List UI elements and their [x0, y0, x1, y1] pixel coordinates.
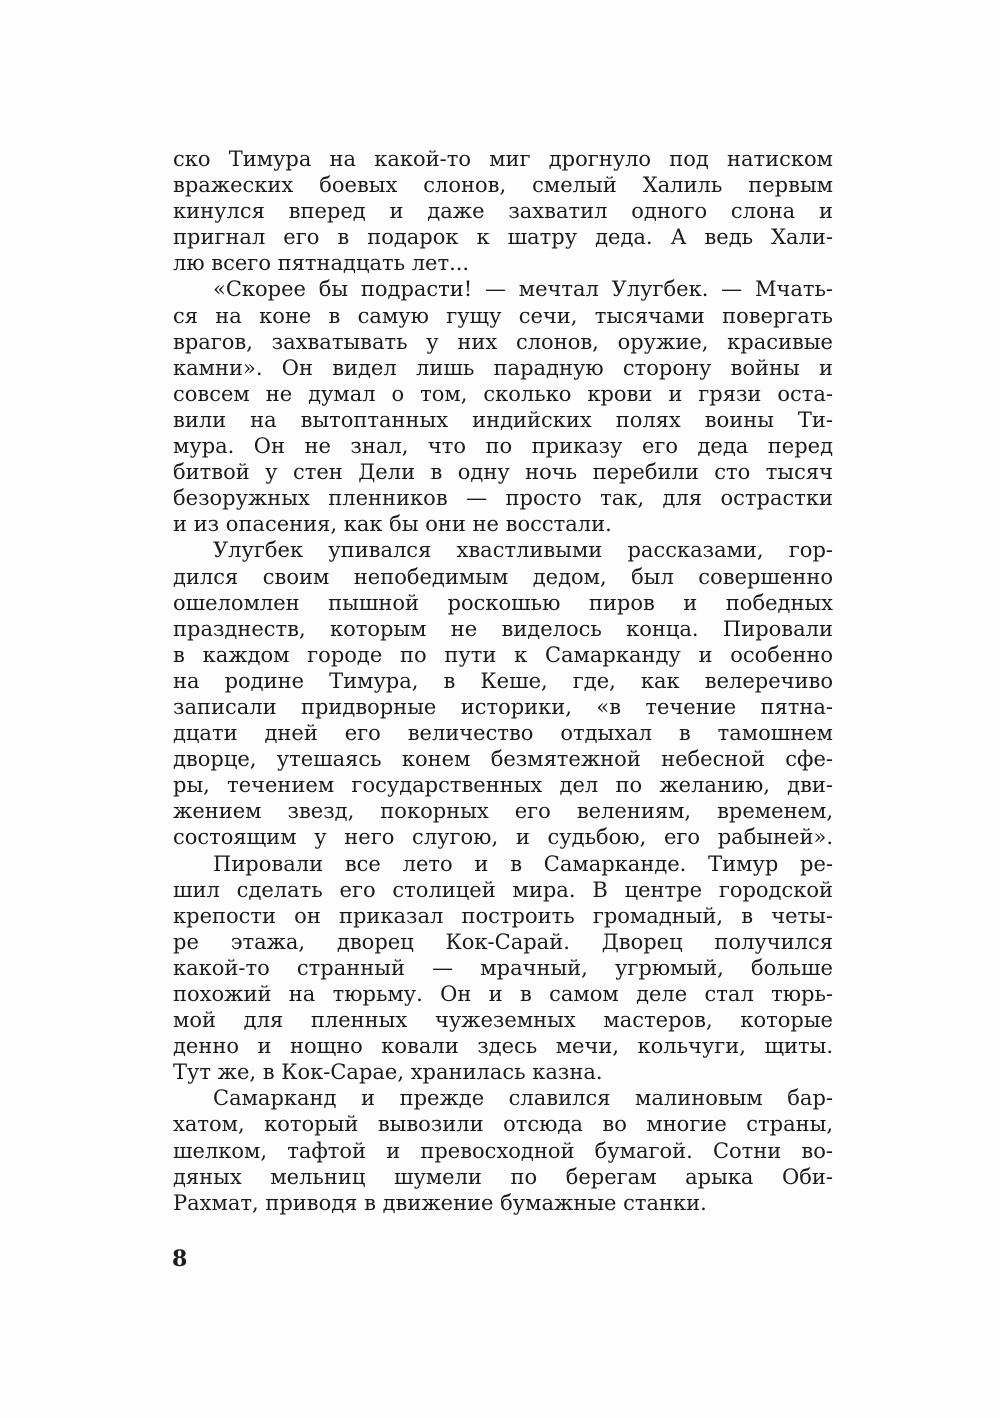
- text-line: пригнал его в подарок к шатру деда. А ведь Хали-: [173, 225, 833, 250]
- text-line: и из опасения, как бы они не восстали.: [173, 512, 612, 537]
- text-line: Тут же, в Кок-Сарае, хранилась казна.: [173, 1060, 603, 1085]
- text-line: ошеломлен пышной роскошью пиров и победных: [173, 590, 833, 615]
- text-line: шелком, тафтой и превосходной бумагой. Сотни во-: [173, 1138, 833, 1163]
- text-line: жением звезд, покорных его велениям, временем,: [173, 799, 833, 824]
- text-line: Пировали все лето и в Самарканде. Тимур ре-: [213, 851, 833, 876]
- page-number: 8: [172, 1246, 188, 1272]
- text-line: мой для пленных чужеземных мастеров, которые: [173, 1008, 833, 1033]
- text-line: денно и нощно ковали здесь мечи, кольчуги, щиты.: [173, 1034, 833, 1059]
- text-line: какой-то странный — мрачный, угрюмый, больше: [173, 955, 833, 980]
- text-line: лю всего пятнадцать лет...: [173, 251, 470, 276]
- text-line: совсем не думал о том, сколько крови и грязи оста-: [173, 381, 833, 406]
- text-line: дился своим непобедимым дедом, был совершенно: [173, 564, 833, 589]
- text-line: дцати дней его величество отдыхал в тамошнем: [173, 721, 833, 746]
- text-line: «Скорее бы подрасти! — мечтал Улугбек. — Мчать-: [213, 277, 833, 302]
- text-line: вили на вытоптанных индийских полях воины Ти-: [173, 407, 833, 432]
- text-line: ры, течением государственных дел по желанию, дви-: [173, 773, 833, 798]
- text-line: записали придворные историки, «в течение пятна-: [173, 694, 833, 719]
- text-line: празднеств, которым не виделось конца. Пировали: [173, 616, 833, 641]
- text-line: дяных мельниц шумели по берегам арыка Оби-: [173, 1164, 833, 1189]
- text-line: безоружных пленников — просто так, для острастки: [173, 486, 833, 511]
- text-line: битвой у стен Дели в одну ночь перебили сто тысяч: [173, 460, 833, 485]
- text-line: Самарканд и прежде славился малиновым бар-: [213, 1086, 833, 1111]
- text-line: вражеских боевых слонов, смелый Халиль первым: [173, 173, 833, 198]
- text-line: в каждом городе по пути к Самарканду и особенно: [173, 642, 833, 667]
- text-line: Рахмат, приводя в движение бумажные станки.: [173, 1190, 707, 1215]
- body-text: [173, 146, 833, 1216]
- text-line: мура. Он не знал, что по приказу его деда перед: [173, 434, 833, 459]
- text-line: ре этажа, дворец Кок-Сарай. Дворец получился: [173, 929, 833, 954]
- text-line: дворце, утешаясь конем безмятежной небесной сфе-: [173, 747, 833, 772]
- text-line: шил сделать его столицей мира. В центре городской: [173, 877, 833, 902]
- text-line: ся на коне в самую гущу сечи, тысячами повергать: [173, 303, 833, 328]
- text-line: на родине Тимура, в Кеше, где, как велеречиво: [173, 668, 833, 693]
- text-line: Улугбек упивался хвастливыми рассказами, гор-: [213, 538, 833, 563]
- text-line: ско Тимура на какой-то миг дрогнуло под натиском: [173, 147, 833, 171]
- text-line: кинулся вперед и даже захватил одного слона и: [173, 199, 833, 224]
- text-line: крепости он приказал построить громадный, в четы-: [173, 903, 833, 928]
- text-line: похожий на тюрьму. Он и в самом деле стал тюрь-: [173, 982, 833, 1006]
- text-line: врагов, захватывать у них слонов, оружие, красивые: [173, 329, 833, 354]
- text-line: состоящим у него слугою, и судьбою, его рабыней».: [173, 825, 833, 850]
- text-line: хатом, который вывозили отсюда во многие страны,: [173, 1112, 833, 1137]
- text-line: камни». Он видел лишь парадную сторону войны и: [173, 355, 833, 380]
